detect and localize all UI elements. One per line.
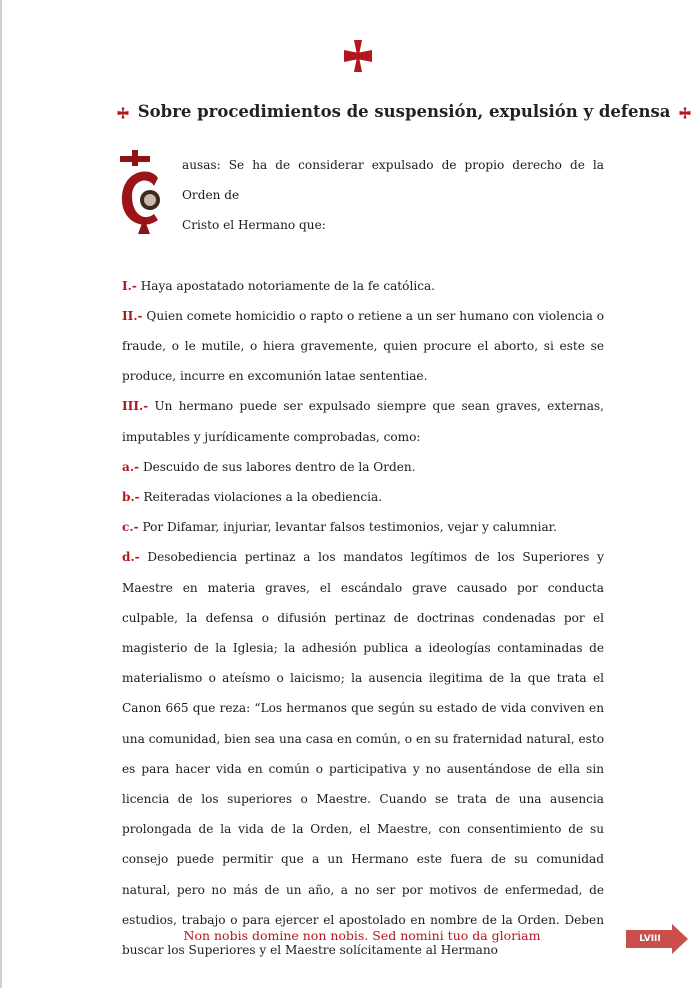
page-number: LVIII [639,934,661,944]
item-a-text: Descuido de sus labores dentro de la Orden. [142,459,416,474]
item-iii [122,391,604,451]
item-c-text: Por Difamar, injuriar, levantar falsos testimonios, vejar y calumniar. [142,520,557,535]
item-d-text: Desobediencia pertinaz a los mandatos legítimos de los Superiores y Maestre en materia graves, el escándalo grave causado por conducta culpable, la defensa o difusión pertinaz de doctrinas condenadas por el magisterio de la Iglesia; la adhesión publica a ideologías contaminadas de materialismo o ateísmo o laicismo; la ausencia ilegitima de la que trata el Canon 665 que reza: “Los hermanos que según su estado de vida conviven en una comunidad, bien sea una casa en común, o en su fraternidad natural, esto es para hacer vida en común o participativa y no ausentándose de ella sin licencia de los superiores o Maestre. Cuando se trata de una ausencia prolongada de la vida de la Orden, el Maestre, con consentimiento de su consejo puede permitir que a un Hermano este fuera de su comunidad natural, pero no más de un año, a no ser por motivos de enfermedad, de estudios, trabajo o para ejercer el apostolado en nombre de la Orden. Deben buscar los Superiores y el Maestre solícitamente al Hermano [122,550,604,958]
item-c-number: c.- [122,520,139,535]
item-b-text: Reiteradas violaciones a la obediencia. [143,490,383,505]
item-iii-number: III.- [122,399,149,414]
intro-line-1: ausas: Se ha de considerar expulsado de propio derecho de la Orden de [182,158,604,203]
item-i-number: I.- [122,278,137,293]
document-body [122,150,604,965]
item-a [122,452,604,482]
title-left-cross-icon [117,107,129,119]
cross-pattee-icon [340,38,376,74]
item-ii-text: Quien comete homicidio o rapto o retiene a un ser humano con violencia o fraude, o le mutile, o hiera gravemente, quien procure el aborto, si este se produce, incurre en excomunión latae sententiae. [122,308,604,384]
item-b-number: b.- [122,490,140,505]
title-right-cross-icon [679,107,691,119]
item-c [122,512,604,542]
item-iii-text: Un hermano puede ser expulsado siempre que sean graves, externas, imputables y jurídicamente comprobadas, como: [122,399,604,444]
item-i-text: Haya apostatado notoriamente de la fe católica. [140,278,436,293]
page-title [114,102,671,121]
intro-line-2: Cristo el Hermano que: [182,218,326,233]
item-ii [122,301,604,392]
item-d-number: d.- [122,550,140,565]
item-ii-number: II.- [122,308,143,323]
footer-motto: Non nobis domine non nobis. Sed nomini tuo da gloriam [183,928,541,943]
dropcap-letter: C [144,208,145,209]
item-b [122,482,604,512]
title-text: Sobre procedimientos de suspensión, expulsión y defensa [137,102,671,121]
item-d [122,542,604,965]
item-a-number: a.- [122,459,140,474]
item-i [122,271,604,301]
